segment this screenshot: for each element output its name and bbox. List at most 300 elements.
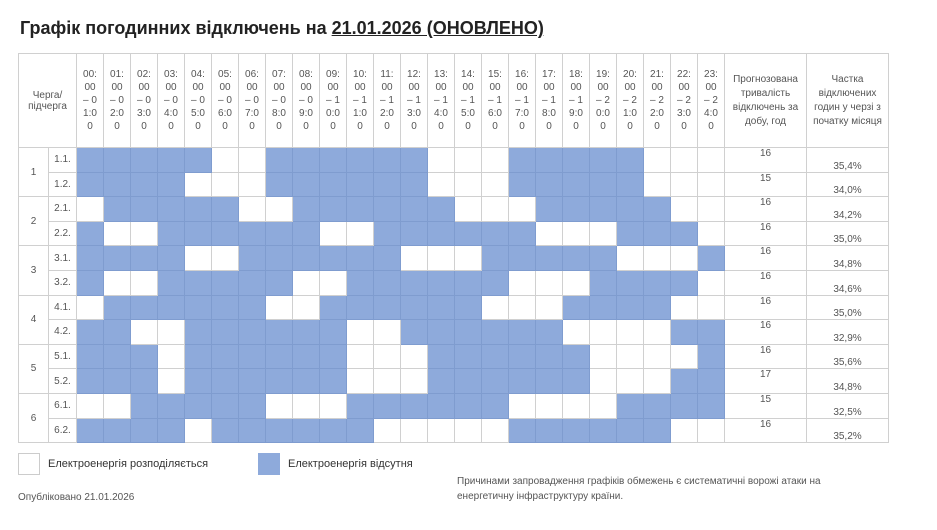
hour-header-label: 05:00 – 06:00 — [218, 69, 232, 132]
hour-header-label: 14:00 – 15:00 — [461, 69, 475, 132]
power-cell — [212, 172, 239, 197]
month-share: 34,0% — [807, 172, 889, 197]
hour-header — [131, 54, 158, 148]
hour-header-label: 03:00 – 04:00 — [164, 69, 178, 132]
power-cell — [482, 418, 509, 443]
outage-cell — [131, 148, 158, 173]
outage-cell — [374, 393, 401, 418]
outage-cell — [644, 418, 671, 443]
hour-header-label: 20:00 – 21:00 — [623, 69, 637, 132]
subqueue-label: 4.2. — [49, 320, 77, 345]
power-cell — [374, 320, 401, 345]
outage-cell — [212, 320, 239, 345]
subqueue-label: 6.2. — [49, 418, 77, 443]
outage-cell — [158, 270, 185, 295]
outage-cell — [320, 172, 347, 197]
outage-cell — [482, 369, 509, 394]
outage-cell — [509, 172, 536, 197]
power-cell — [671, 246, 698, 271]
outage-cell — [320, 197, 347, 222]
outage-cell — [644, 270, 671, 295]
outage-cell — [239, 344, 266, 369]
power-cell — [617, 246, 644, 271]
month-share: 32,5% — [807, 393, 889, 418]
hour-header — [455, 54, 482, 148]
outage-cell — [104, 148, 131, 173]
hour-header — [185, 54, 212, 148]
outage-cell — [374, 197, 401, 222]
power-cell — [401, 246, 428, 271]
outage-cell — [617, 418, 644, 443]
outage-cell — [104, 369, 131, 394]
outage-cell — [536, 172, 563, 197]
power-cell — [455, 172, 482, 197]
hour-header — [401, 54, 428, 148]
outage-cell — [239, 320, 266, 345]
table-row — [19, 221, 889, 246]
hour-header — [347, 54, 374, 148]
outage-cell — [536, 320, 563, 345]
outage-cell — [212, 270, 239, 295]
outage-cell — [617, 148, 644, 173]
outage-cell — [266, 148, 293, 173]
power-cell — [482, 172, 509, 197]
power-cell — [536, 270, 563, 295]
hour-header-label: 11:00 – 12:00 — [380, 69, 394, 132]
table-row — [19, 197, 889, 222]
outage-cell — [104, 320, 131, 345]
power-cell — [644, 172, 671, 197]
hour-header — [698, 54, 725, 148]
outage-cell — [698, 320, 725, 345]
power-cell — [671, 418, 698, 443]
outage-cell — [239, 418, 266, 443]
outage-cell — [158, 197, 185, 222]
outage-cell — [698, 246, 725, 271]
power-cell — [374, 418, 401, 443]
hour-header-label: 18:00 – 19:00 — [569, 69, 583, 132]
power-cell — [239, 172, 266, 197]
outage-cell — [698, 393, 725, 418]
outage-cell — [239, 270, 266, 295]
outage-cell — [563, 172, 590, 197]
forecast-hours: 16 — [725, 418, 807, 443]
outage-cell — [509, 344, 536, 369]
outage-cell — [482, 246, 509, 271]
outage-cell — [644, 295, 671, 320]
outage-cell — [185, 344, 212, 369]
outage-cell — [293, 246, 320, 271]
outage-cell — [563, 344, 590, 369]
outage-cell — [455, 344, 482, 369]
outage-cell — [320, 320, 347, 345]
outage-cell — [239, 246, 266, 271]
outage-cell — [428, 320, 455, 345]
outage-cell — [617, 393, 644, 418]
outage-cell — [266, 320, 293, 345]
outage-cell — [185, 270, 212, 295]
month-share: 35,0% — [807, 295, 889, 320]
outage-cell — [428, 295, 455, 320]
published-date: Опубліковано 21.01.2026 — [18, 492, 135, 503]
outage-cell — [617, 172, 644, 197]
power-cell — [617, 320, 644, 345]
hour-header-label: 00:00 – 01:00 — [83, 69, 97, 132]
outage-cell — [77, 221, 104, 246]
power-cell — [455, 418, 482, 443]
outage-cell — [104, 197, 131, 222]
power-cell — [482, 197, 509, 222]
outage-cell — [428, 393, 455, 418]
outage-cell — [266, 344, 293, 369]
outage-cell — [536, 369, 563, 394]
outage-cell — [293, 172, 320, 197]
outage-cell — [347, 393, 374, 418]
table-row — [19, 246, 889, 271]
outage-cell — [590, 418, 617, 443]
outage-cell — [104, 172, 131, 197]
power-cell — [185, 172, 212, 197]
hour-header — [158, 54, 185, 148]
outage-cell — [509, 221, 536, 246]
power-cell — [590, 344, 617, 369]
power-cell — [77, 295, 104, 320]
title-prefix: Графік погодинних відключень на — [20, 18, 332, 38]
forecast-hours: 16 — [725, 320, 807, 345]
hour-header — [104, 54, 131, 148]
power-cell — [266, 197, 293, 222]
power-cell — [590, 221, 617, 246]
outage-cell — [563, 369, 590, 394]
hour-header-label: 04:00 – 05:00 — [191, 69, 205, 132]
outage-cell — [320, 246, 347, 271]
power-cell — [158, 369, 185, 394]
power-cell — [617, 369, 644, 394]
power-cell — [347, 320, 374, 345]
outage-cell — [131, 369, 158, 394]
outage-cell — [320, 369, 347, 394]
outage-cell — [482, 393, 509, 418]
outage-cell — [509, 246, 536, 271]
outage-cell — [590, 295, 617, 320]
power-cell — [401, 344, 428, 369]
outage-cell — [428, 369, 455, 394]
outage-cell — [158, 221, 185, 246]
power-cell — [374, 369, 401, 394]
month-share: 34,2% — [807, 197, 889, 222]
hour-header — [266, 54, 293, 148]
legend-available-label: Електроенергія розподіляється — [48, 458, 209, 470]
power-cell — [644, 344, 671, 369]
power-cell — [77, 197, 104, 222]
outage-cell — [104, 246, 131, 271]
subqueue-label: 2.1. — [49, 197, 77, 222]
outage-schedule-table — [18, 53, 889, 443]
power-cell — [320, 393, 347, 418]
outage-cell — [563, 197, 590, 222]
queue-number: 5 — [19, 344, 49, 393]
queue-number: 2 — [19, 197, 49, 246]
table-row — [19, 418, 889, 443]
outage-cell — [536, 418, 563, 443]
outage-cell — [131, 172, 158, 197]
power-cell — [158, 320, 185, 345]
outage-cell — [536, 197, 563, 222]
outage-cell — [212, 369, 239, 394]
outage-cell — [617, 270, 644, 295]
power-cell — [455, 148, 482, 173]
hour-header — [509, 54, 536, 148]
hour-header — [320, 54, 347, 148]
outage-cell — [509, 369, 536, 394]
power-cell — [617, 344, 644, 369]
power-cell — [563, 393, 590, 418]
power-cell — [563, 221, 590, 246]
forecast-hours: 16 — [725, 270, 807, 295]
power-cell — [698, 148, 725, 173]
outage-cell — [455, 320, 482, 345]
hour-header — [77, 54, 104, 148]
outage-cell — [590, 148, 617, 173]
outage-cell — [374, 221, 401, 246]
hour-header-label: 09:00 – 10:00 — [326, 69, 340, 132]
subqueue-label: 3.2. — [49, 270, 77, 295]
legend-absent — [258, 453, 413, 475]
power-cell — [293, 295, 320, 320]
legend-absent-label: Електроенергія відсутня — [288, 458, 413, 470]
power-cell — [104, 393, 131, 418]
queue-number: 4 — [19, 295, 49, 344]
outage-cell — [77, 344, 104, 369]
outage-cell — [644, 197, 671, 222]
outage-cell — [455, 369, 482, 394]
hour-header — [293, 54, 320, 148]
subqueue-label: 2.2. — [49, 221, 77, 246]
table-row — [19, 393, 889, 418]
outage-cell — [671, 369, 698, 394]
hour-header-label: 02:00 – 03:00 — [137, 69, 151, 132]
power-cell — [239, 197, 266, 222]
header-row — [19, 54, 889, 148]
forecast-hours: 16 — [725, 344, 807, 369]
outage-cell — [293, 369, 320, 394]
outage-cell — [401, 172, 428, 197]
power-cell — [590, 369, 617, 394]
power-cell — [401, 369, 428, 394]
outage-cell — [590, 270, 617, 295]
hour-header-label: 10:00 – 11:00 — [353, 69, 367, 132]
outage-cell — [617, 295, 644, 320]
hour-header — [428, 54, 455, 148]
outage-cell — [185, 320, 212, 345]
outage-cell — [239, 393, 266, 418]
power-cell — [698, 270, 725, 295]
hour-header-label: 17:00 – 18:00 — [542, 69, 556, 132]
forecast-hours: 16 — [725, 197, 807, 222]
power-cell — [374, 344, 401, 369]
power-cell — [536, 295, 563, 320]
power-cell — [509, 393, 536, 418]
hour-header-label: 08:00 – 09:00 — [299, 69, 313, 132]
outage-cell — [212, 418, 239, 443]
outage-cell — [671, 270, 698, 295]
outage-cell — [212, 197, 239, 222]
outage-cell — [374, 246, 401, 271]
power-cell — [266, 393, 293, 418]
outage-cell — [158, 295, 185, 320]
queue-number: 3 — [19, 246, 49, 295]
outage-cell — [671, 393, 698, 418]
power-cell — [455, 246, 482, 271]
subqueue-label: 5.1. — [49, 344, 77, 369]
outage-cell — [104, 344, 131, 369]
hour-header — [536, 54, 563, 148]
legend-swatch-absent — [258, 453, 280, 475]
outage-cell — [77, 270, 104, 295]
month-share: 34,8% — [807, 246, 889, 271]
power-cell — [428, 172, 455, 197]
subqueue-label: 6.1. — [49, 393, 77, 418]
outage-cell — [104, 295, 131, 320]
power-cell — [698, 197, 725, 222]
outage-cell — [347, 148, 374, 173]
outage-cell — [293, 148, 320, 173]
power-cell — [428, 148, 455, 173]
outage-cell — [158, 393, 185, 418]
power-cell — [455, 197, 482, 222]
outage-cell — [482, 344, 509, 369]
power-cell — [590, 393, 617, 418]
power-cell — [698, 418, 725, 443]
hour-header-label: 22:00 – 23:00 — [677, 69, 691, 132]
hour-header — [590, 54, 617, 148]
outage-cell — [293, 418, 320, 443]
queue-number: 1 — [19, 148, 49, 197]
power-cell — [563, 320, 590, 345]
hour-header — [617, 54, 644, 148]
outage-cell — [266, 270, 293, 295]
table-row — [19, 344, 889, 369]
forecast-hours: 16 — [725, 148, 807, 173]
power-cell — [239, 148, 266, 173]
outage-cell — [212, 295, 239, 320]
outage-cell — [482, 320, 509, 345]
outage-cell — [131, 295, 158, 320]
power-cell — [509, 295, 536, 320]
outage-cell — [644, 393, 671, 418]
outage-cell — [401, 197, 428, 222]
table-row — [19, 148, 889, 173]
hour-header — [374, 54, 401, 148]
outage-cell — [347, 246, 374, 271]
table-row — [19, 320, 889, 345]
power-cell — [347, 369, 374, 394]
outage-cell — [239, 295, 266, 320]
outage-cell — [185, 221, 212, 246]
outage-cell — [563, 418, 590, 443]
outage-cell — [509, 320, 536, 345]
month-share: 34,8% — [807, 369, 889, 394]
outage-cell — [131, 344, 158, 369]
outage-cell — [347, 197, 374, 222]
outage-cell — [401, 221, 428, 246]
power-cell — [536, 221, 563, 246]
outage-cell — [239, 369, 266, 394]
outage-cell — [185, 393, 212, 418]
power-cell — [536, 393, 563, 418]
legend-swatch-available — [18, 453, 40, 475]
power-cell — [482, 295, 509, 320]
power-cell — [401, 418, 428, 443]
hour-header — [482, 54, 509, 148]
outage-cell — [374, 172, 401, 197]
outage-cell — [590, 246, 617, 271]
subqueue-label: 3.1. — [49, 246, 77, 271]
power-cell — [185, 246, 212, 271]
outage-cell — [428, 270, 455, 295]
hour-header-label: 23:00 – 24:00 — [704, 69, 718, 132]
outage-cell — [455, 270, 482, 295]
outage-cell — [401, 393, 428, 418]
power-cell — [563, 270, 590, 295]
outage-cell — [401, 295, 428, 320]
table-row — [19, 369, 889, 394]
power-cell — [671, 295, 698, 320]
outage-cell — [185, 295, 212, 320]
outage-cell — [266, 369, 293, 394]
power-cell — [644, 246, 671, 271]
hour-header-label: 15:00 – 16:00 — [488, 69, 502, 132]
month-share: 32,9% — [807, 320, 889, 345]
hour-header — [644, 54, 671, 148]
outage-cell — [131, 418, 158, 443]
power-cell — [428, 418, 455, 443]
outage-cell — [266, 418, 293, 443]
outage-cell — [185, 148, 212, 173]
outage-cell — [455, 221, 482, 246]
outage-cell — [158, 246, 185, 271]
hour-header-label: 19:00 – 20:00 — [596, 69, 610, 132]
power-cell — [158, 344, 185, 369]
outage-cell — [482, 270, 509, 295]
outage-cell — [671, 221, 698, 246]
outage-cell — [509, 148, 536, 173]
month-share: 35,2% — [807, 418, 889, 443]
power-cell — [131, 320, 158, 345]
share-header: Частка відключених годин у черзі з початку місяця — [807, 54, 889, 148]
hour-header-label: 06:00 – 07:00 — [245, 69, 259, 132]
power-cell — [644, 148, 671, 173]
outage-cell — [77, 148, 104, 173]
outage-cell — [212, 393, 239, 418]
forecast-hours: 15 — [725, 172, 807, 197]
month-share: 35,4% — [807, 148, 889, 173]
power-cell — [104, 221, 131, 246]
power-cell — [428, 246, 455, 271]
hour-header-label: 13:00 – 14:00 — [434, 69, 448, 132]
power-cell — [671, 172, 698, 197]
outage-cell — [158, 172, 185, 197]
power-cell — [266, 295, 293, 320]
outage-cell — [401, 270, 428, 295]
outage-cell — [212, 221, 239, 246]
forecast-hours: 16 — [725, 221, 807, 246]
power-cell — [293, 393, 320, 418]
outage-cell — [266, 221, 293, 246]
month-share: 34,6% — [807, 270, 889, 295]
hour-header — [563, 54, 590, 148]
outage-cell — [185, 197, 212, 222]
